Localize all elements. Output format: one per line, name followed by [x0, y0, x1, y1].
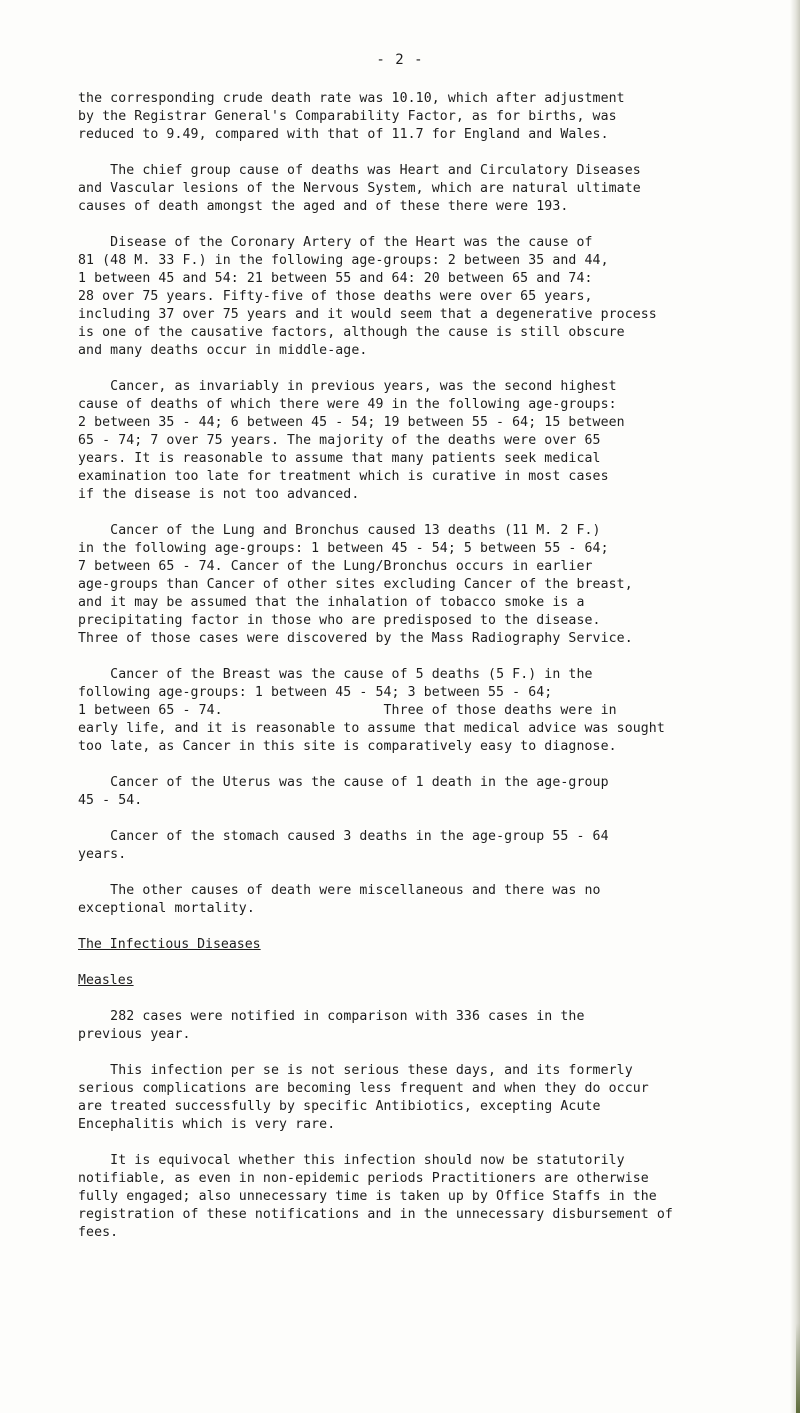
paragraph-death-rate: the corresponding crude death rate was 10.10, which after adjustment by the Registrar General's Comparability Factor, as for births, was reduced to 9.49, compared with that of 11.7 for England and Wales. — [78, 91, 625, 142]
paragraph-measles-complications: This infection per se is not serious these days, and its formerly serious complications are becoming less frequent and when they do occur are treated successfully by specific Antibiotics, excepting Acute Encephalitis which is very rare. — [78, 1063, 649, 1132]
document-body — [78, 90, 784, 1260]
subheading-measles: Measles — [78, 973, 134, 988]
paragraph-measles-cases: 282 cases were notified in comparison with 336 cases in the previous year. — [78, 1009, 585, 1042]
section-heading-infectious-diseases: The Infectious Diseases — [78, 937, 261, 952]
paragraph-coronary-artery: Disease of the Coronary Artery of the Heart was the cause of 81 (48 M. 33 F.) in the following age-groups: 2 between 35 and 44, 1 between 45 and 54: 21 between 55 and 64: 20 between 65 and 74: 28 over 75 years. Fifty-five of those deaths were over 65 years, including 37 over 75 years and it would seem that a degenerative process is one of the causative factors, although the cause is still obscure and many deaths occur in middle-age. — [78, 235, 657, 358]
page-edge-shadow — [790, 0, 800, 1413]
page-edge-mark — [796, 1323, 800, 1413]
paragraph-lung-cancer: Cancer of the Lung and Bronchus caused 13 deaths (11 M. 2 F.) in the following age-groups: 1 between 45 - 54; 5 between 55 - 64; 7 between 65 - 74. Cancer of the Lung/Bronchus occurs in earlier age-groups than Cancer of other sites excluding Cancer of the breast, and it may be assumed that the inhalation of tobacco smoke is a precipitating factor in those who are predisposed to the disease. Three of those cases were discovered by the Mass Radiography Service. — [78, 523, 633, 646]
paragraph-cancer: Cancer, as invariably in previous years, was the second highest cause of deaths of which there were 49 in the following age-groups: 2 between 35 - 44; 6 between 45 - 54; 19 between 55 - 64; 15 between 65 - 74; 7 over 75 years. The majority of the deaths were over 65 years. It is reasonable to assume that many patients seek medical examination too late for treatment which is curative in most cases if the disease is not too advanced. — [78, 379, 625, 502]
page-number: - 2 - — [376, 52, 424, 68]
paragraph-other-causes: The other causes of death were miscellaneous and there was no exceptional mortality. — [78, 883, 601, 916]
paragraph-stomach-cancer: Cancer of the stomach caused 3 deaths in the age-group 55 - 64 years. — [78, 829, 609, 862]
paragraph-heart-circulatory: The chief group cause of deaths was Heart and Circulatory Diseases and Vascular lesions of the Nervous System, which are natural ultimate causes of death amongst the aged and of these there were 193. — [78, 163, 641, 214]
paragraph-measles-notification: It is equivocal whether this infection should now be statutorily notifiable, as even in non-epidemic periods Practitioners are otherwise fully engaged; also unnecessary time is taken up by Office Staffs in the registration of these notifications and in the unnecessary disbursement of fees. — [78, 1153, 673, 1240]
paragraph-uterus-cancer: Cancer of the Uterus was the cause of 1 death in the age-group 45 - 54. — [78, 775, 609, 808]
paragraph-breast-cancer: Cancer of the Breast was the cause of 5 deaths (5 F.) in the following age-groups: 1 between 45 - 54; 3 between 55 - 64; 1 between 65 - 74. Three of those deaths were in early life, and it is reasonable to assume that medical advice was sought too late, as Cancer in this site is comparatively easy to diagnose. — [78, 667, 665, 754]
